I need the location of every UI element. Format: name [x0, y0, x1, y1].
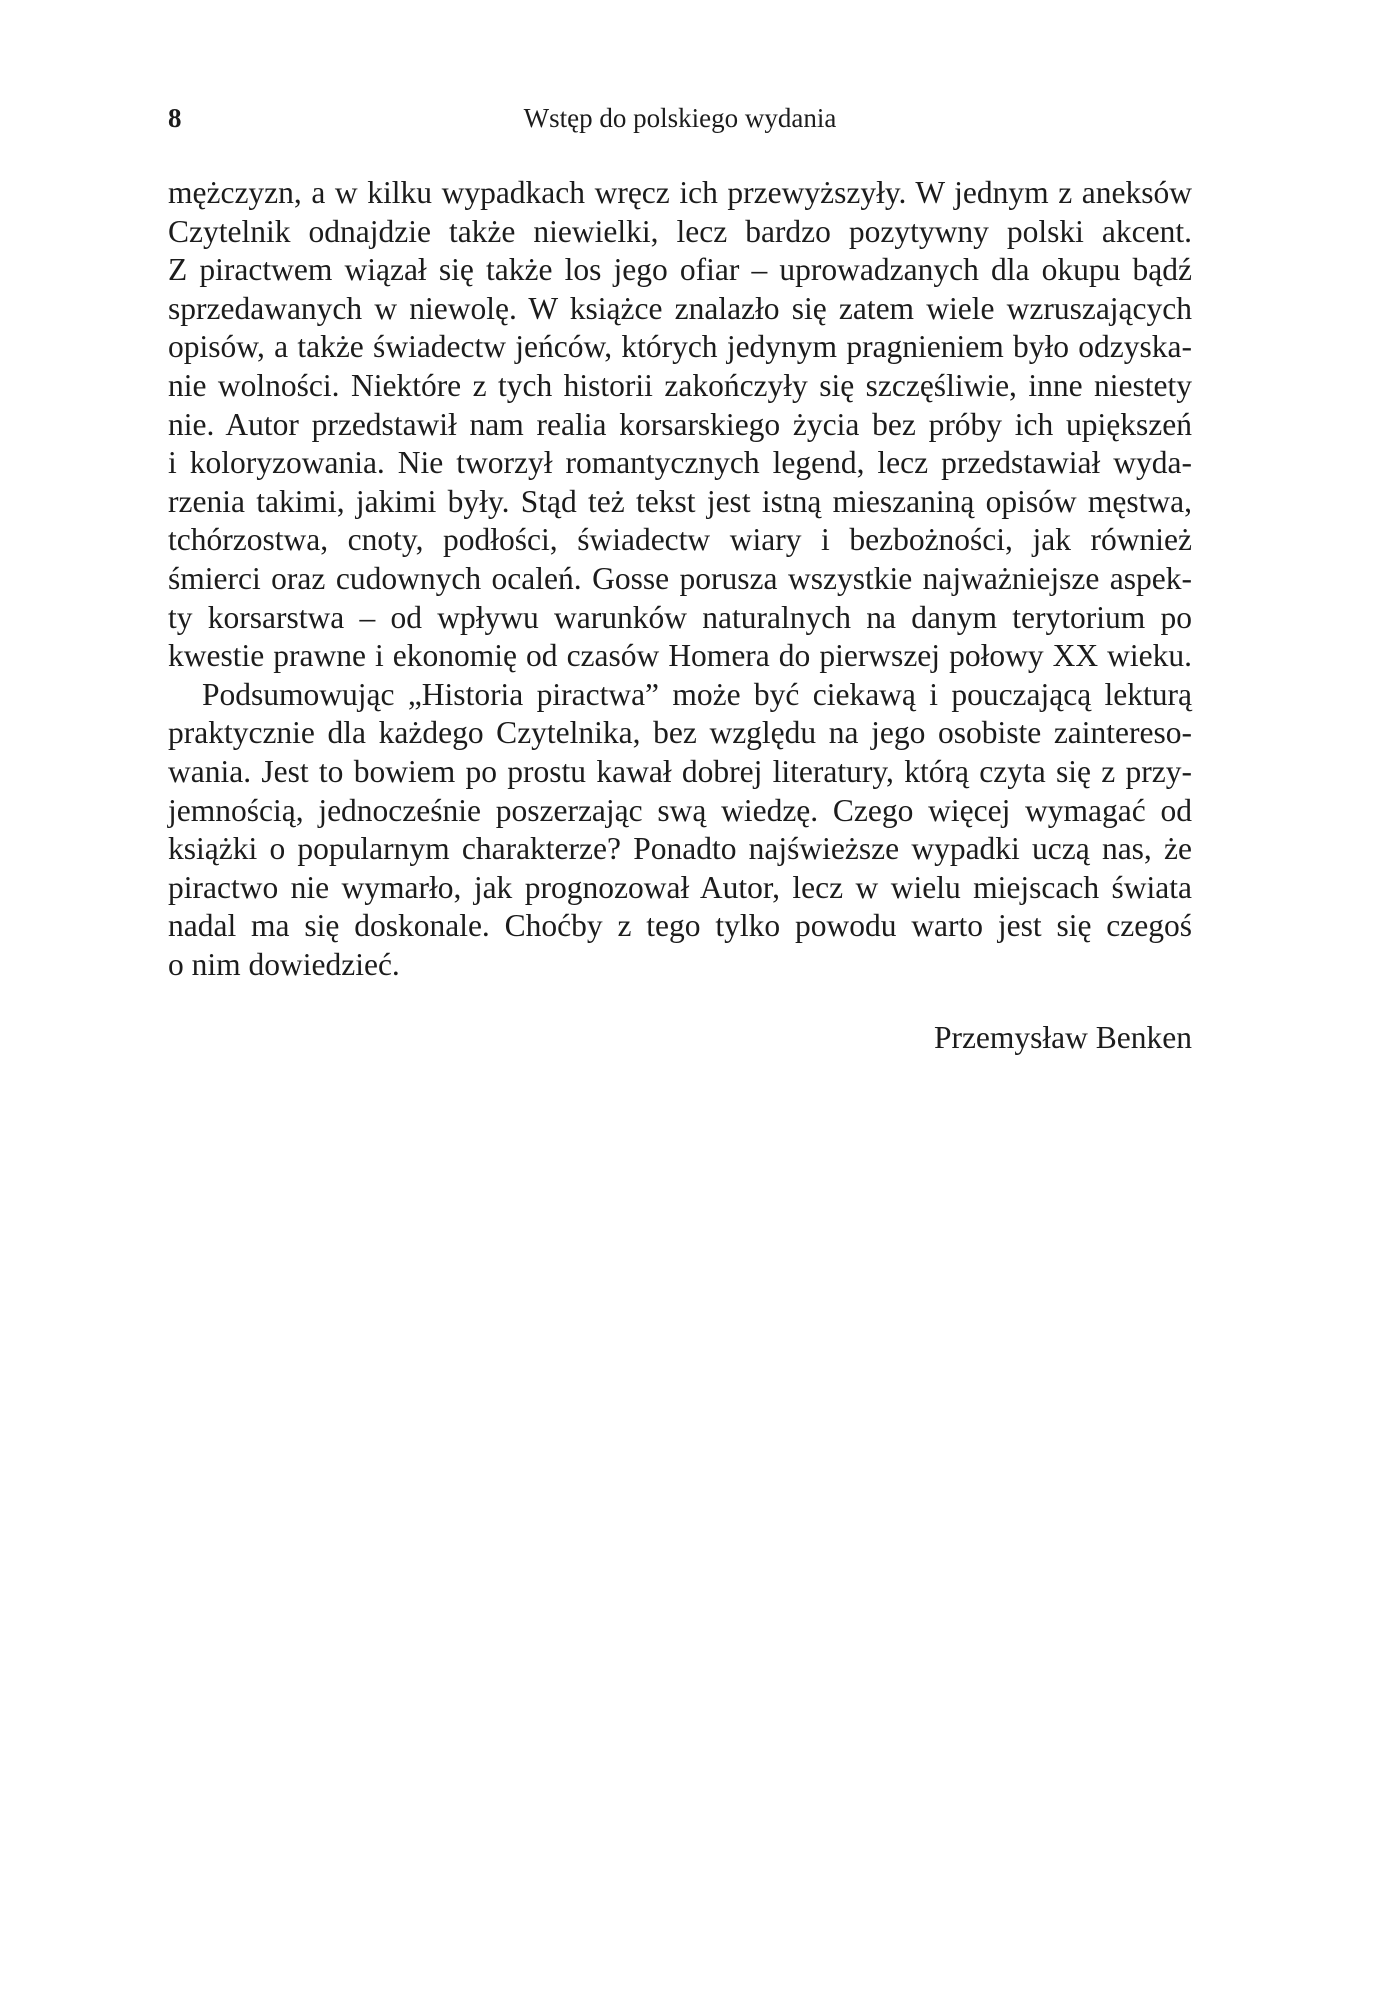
paragraph-1 — [168, 174, 1192, 676]
text-line: rzenia takimi, jakimi były. Stąd też tekst jest istną mieszaniną opisów męstwa, — [168, 483, 1192, 519]
text-line: piractwo nie wymarło, jak prognozował Autor, lecz w wielu miejscach świata — [168, 869, 1192, 905]
text-line: kwestie prawne i ekonomię od czasów Homera do pierwszej połowy XX wieku. — [168, 638, 1192, 674]
text-line: Podsumowując „Historia piractwa” może być ciekawą i pouczającą lekturą — [202, 676, 1192, 712]
text-line: o nim dowiedzieć. — [168, 946, 400, 982]
running-title: Wstęp do polskiego wydania — [523, 103, 837, 133]
body-text — [168, 174, 1192, 984]
page-number: 8 — [168, 103, 182, 133]
text-line: sprzedawanych w niewolę. W książce znalazło się zatem wiele wzruszających — [168, 290, 1192, 326]
text-line: wania. Jest to bowiem po prostu kawał dobrej literatury, którą czyta się z przy- — [168, 753, 1192, 789]
text-line: Z piractwem wiązał się także los jego ofiar – uprowadzanych dla okupu bądź — [168, 252, 1192, 288]
text-line: praktycznie dla każdego Czytelnika, bez względu na jego osobiste zaintereso- — [168, 715, 1192, 751]
text-line: śmierci oraz cudownych ocaleń. Gosse porusza wszystkie najważniejsze aspek- — [168, 560, 1192, 596]
paragraph-2 — [168, 676, 1192, 985]
text-line: nie wolności. Niektóre z tych historii zakończyły się szczęśliwie, inne niestety — [168, 367, 1192, 403]
text-line: opisów, a także świadectw jeńców, których jedynym pragnieniem było odzyska- — [168, 329, 1192, 365]
text-line: jemnością, jednocześnie poszerzając swą wiedzę. Czego więcej wymagać od — [168, 792, 1192, 828]
text-line: nie. Autor przedstawił nam realia korsarskiego życia bez próby ich upiększeń — [168, 406, 1192, 442]
text-line: Czytelnik odnajdzie także niewielki, lecz bardzo pozytywny polski akcent. — [168, 213, 1192, 249]
text-line: nadal ma się doskonale. Choćby z tego tylko powodu warto jest się czegoś — [168, 908, 1192, 944]
author-signature: Przemysław Benken — [933, 1020, 1192, 1055]
text-line: i koloryzowania. Nie tworzył romantycznych legend, lecz przedstawiał wyda- — [168, 445, 1192, 481]
text-line: książki o popularnym charakterze? Ponadto najświeższe wypadki uczą nas, że — [168, 831, 1192, 867]
text-line: tchórzostwa, cnoty, podłości, świadectw wiary i bezbożności, jak również — [168, 522, 1192, 558]
text-line: mężczyzn, a w kilku wypadkach wręcz ich przewyższyły. W jednym z aneksów — [168, 175, 1192, 210]
text-line: ty korsarstwa – od wpływu warunków naturalnych na danym terytorium po — [168, 599, 1192, 635]
running-head — [168, 98, 1192, 138]
